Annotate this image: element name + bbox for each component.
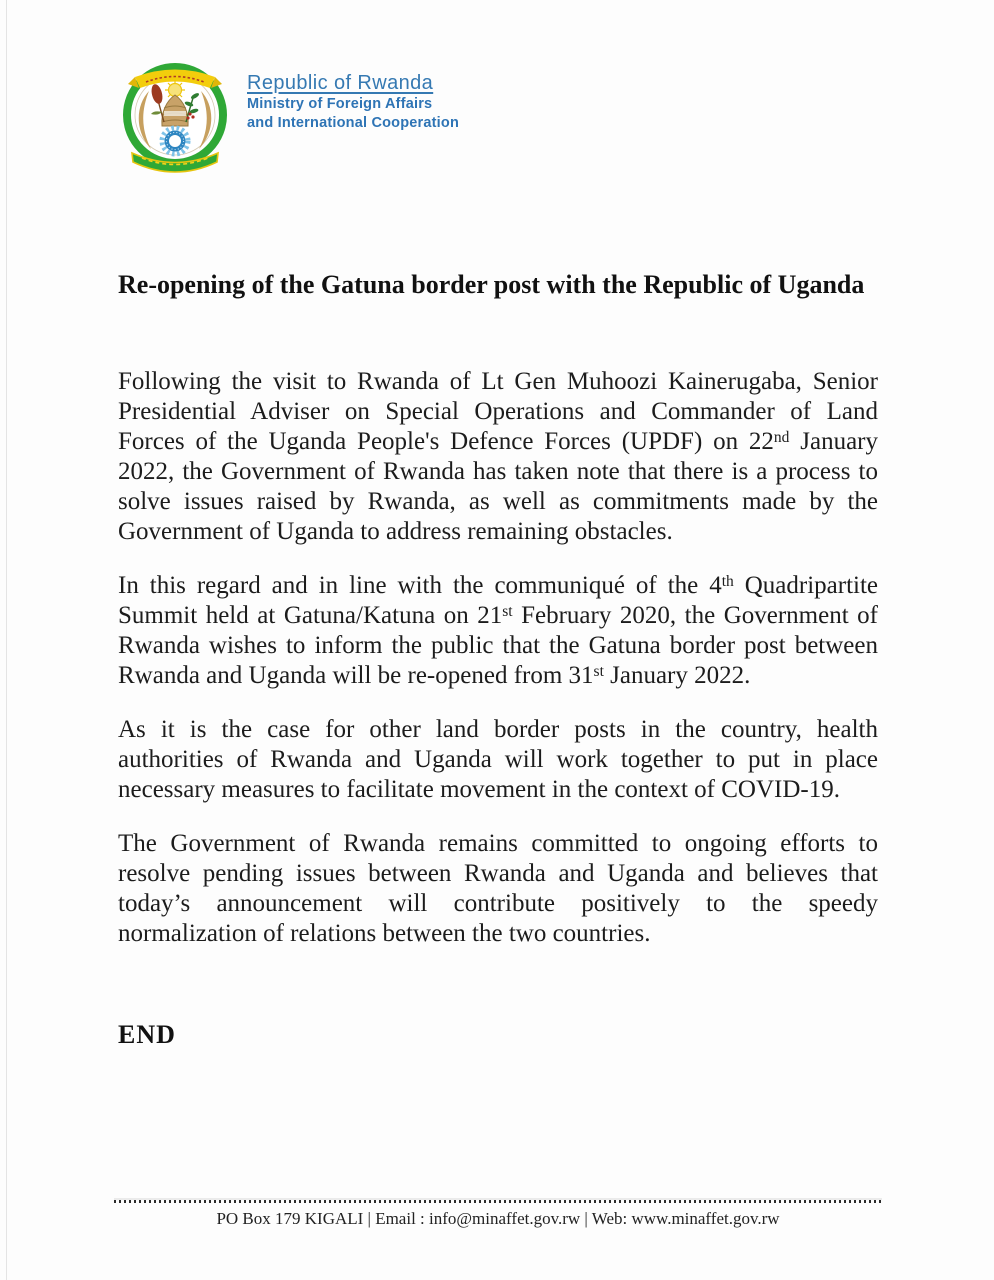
end-marker: END bbox=[118, 1020, 176, 1049]
letterhead bbox=[118, 56, 459, 188]
text-line: 2022, the Government of Rwanda has taken note that there is a process to bbox=[118, 458, 878, 485]
text-line: In this regard and in line with the communiqué of the 4th Quadripartite bbox=[118, 572, 878, 599]
letterhead-text bbox=[247, 56, 459, 133]
footer-contact: PO Box 179 KIGALI | Email : info@minaffet.gov.rw | Web: www.minaffet.gov.rw bbox=[216, 1209, 780, 1228]
text-line: normalization of relations between the two countries. bbox=[118, 920, 651, 947]
text-line: Presidential Adviser on Special Operations and Commander of Land bbox=[118, 398, 878, 425]
scan-page-edge bbox=[6, 0, 7, 1280]
text-line: resolve pending issues between Rwanda and Uganda and believes that bbox=[118, 860, 878, 887]
text-line: Following the visit to Rwanda of Lt Gen Muhoozi Kainerugaba, Senior bbox=[118, 368, 878, 395]
page-footer bbox=[114, 1200, 882, 1229]
text-line: Rwanda wishes to inform the public that the Gatuna border post between bbox=[118, 632, 878, 659]
footer-divider bbox=[114, 1200, 882, 1203]
text-line: authorities of Rwanda and Uganda will work together to put in place bbox=[118, 746, 878, 773]
body-paragraph-2 bbox=[118, 571, 878, 691]
text-line: As it is the case for other land border posts in the country, health bbox=[118, 716, 878, 743]
text-line: Forces of the Uganda People's Defence Forces (UPDF) on 22nd January bbox=[118, 428, 878, 455]
text-line: Summit held at Gatuna/Katuna on 21st February 2020, the Government of bbox=[118, 602, 878, 629]
body-paragraph-4 bbox=[118, 829, 878, 949]
ministry-name-line2: and International Cooperation bbox=[247, 115, 460, 131]
document-body bbox=[118, 367, 878, 973]
text-line: necessary measures to facilitate movement in the context of COVID-19. bbox=[118, 776, 840, 803]
document-title: Re-opening of the Gatuna border post with the Republic of Uganda bbox=[118, 270, 865, 299]
text-line: The Government of Rwanda remains committed to ongoing efforts to bbox=[118, 830, 878, 857]
body-paragraph-3 bbox=[118, 715, 878, 805]
text-line: Rwanda and Uganda will be re-opened from 31st January 2022. bbox=[118, 662, 751, 689]
text-line: today’s announcement will contribute positively to the speedy bbox=[118, 890, 878, 917]
rwanda-coat-of-arms-logo bbox=[118, 56, 232, 188]
body-paragraph-1 bbox=[118, 367, 878, 547]
coat-of-arms-icon bbox=[118, 56, 232, 188]
text-line: Government of Uganda to address remaining obstacles. bbox=[118, 518, 673, 545]
ministry-name-line1: Ministry of Foreign Affairs bbox=[247, 96, 433, 112]
text-line: solve issues raised by Rwanda, as well as commitments made by the bbox=[118, 488, 878, 515]
org-title: Republic of Rwanda bbox=[247, 72, 434, 94]
